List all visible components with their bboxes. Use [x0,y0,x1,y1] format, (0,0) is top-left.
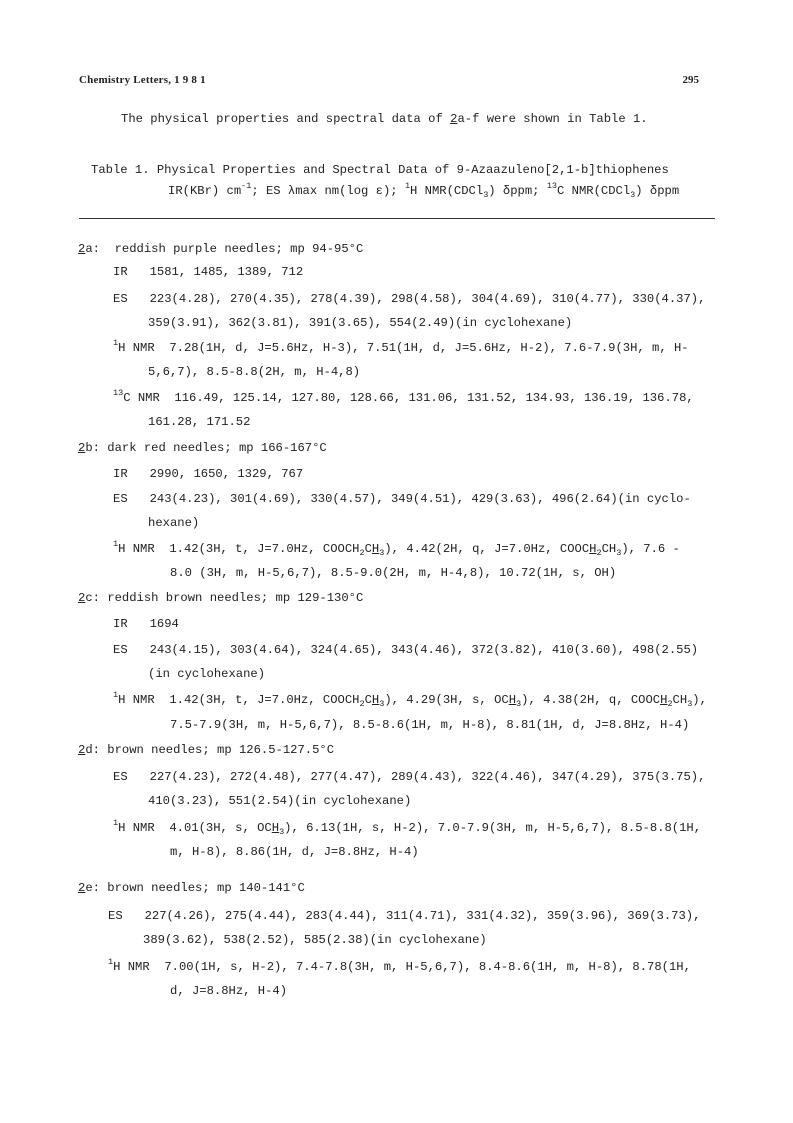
es-values: 223(4.28), 270(4.35), 278(4.39), 298(4.58), 304(4.69), 310(4.77), 330(4.37), [149,292,706,306]
compound-number: 2 [78,591,86,605]
caption-es: ; ES λmax nm(log ε); [251,184,405,198]
ir-values: 1694 [149,617,179,631]
hnmr-values: 7.28(1H, d, J=5.6Hz, H-3), 7.51(1H, d, J=5.6Hz, H-2), 7.6-7.9(3H, m, H- [169,341,689,355]
caption-delta: ) δppm; [488,184,547,198]
isotope-sup: 1 [113,539,119,549]
hnmr-values: 1.42(3H, t, J=7.0Hz, COOCH [169,542,360,556]
subscript: 3 [379,699,385,709]
hnmr-values: C [364,693,372,707]
caption-ir: IR(KBr) cm [168,184,242,198]
es-label: ES [113,770,128,784]
underlined-h: H [660,693,668,707]
es-values: 227(4.23), 272(4.48), 277(4.47), 289(4.43), 322(4.46), 347(4.29), 375(3.75), [149,770,706,784]
entry-2c-hnmr2: 7.5-7.9(3H, m, H-5,6,7), 8.5-8.6(1H, m, H-8), 8.81(1H, d, J=8.8Hz, H-4) [170,718,690,732]
compound-ref: 2 [450,112,458,126]
entry-2a-hnmr1 [113,338,689,355]
entry-2e-hnmr1 [108,957,691,974]
compound-description: dark red needles; mp 166-167°C [107,441,327,455]
isotope-sup: 1 [113,338,119,348]
compound-description: brown needles; mp 126.5-127.5°C [107,743,335,757]
subscript: 2 [596,548,602,558]
caption-cnmr: C NMR(CDCl [557,184,631,198]
hnmr-values: ), 6.13(1H, s, H-2), 7.0-7.9(3H, m, H-5,6,7), 8.5-8.8(1H, [284,821,702,835]
isotope-sup: 13 [113,388,124,398]
table-caption-line1: Table 1. Physical Properties and Spectral Data of 9-Azaazuleno[2,1-b]thiophenes [91,163,669,177]
isotope-sup: 1 [108,957,114,967]
entry-2d-es1 [113,770,705,784]
entry-2c-hnmr1 [113,690,707,709]
entry-2b-es1 [113,492,691,506]
compound-number: 2 [78,743,86,757]
es-label: ES [113,292,128,306]
entry-2c-ir [113,617,179,631]
underlined-h: H [589,542,597,556]
es-label: ES [108,909,123,923]
entry-2e-hnmr2: d, J=8.8Hz, H-4) [170,984,288,998]
compound-letter: b: [85,441,100,455]
hnmr-values: ), 4.38(2H, q, COOC [521,693,661,707]
entry-2a-ir [113,265,303,279]
table-rule [79,218,715,219]
entry-2e-es1 [108,909,700,923]
hnmr-label: H NMR [113,960,150,974]
isotope-sup: 1 [113,690,119,700]
caption-sup: 13 [546,181,558,191]
entry-2a-es1 [113,292,705,306]
es-values: 243(4.23), 301(4.69), 330(4.57), 349(4.51), 429(3.63), 496(2.64)(in cyclo- [149,492,691,506]
hnmr-label: H NMR [118,693,155,707]
compound-letter: d: [85,743,100,757]
entry-2b-heading [78,441,327,455]
entry-2d-es2: 410(3.23), 551(2.54)(in cyclohexane) [148,794,412,808]
entry-2b-hnmr1 [113,539,680,558]
entry-2b-hnmr2: 8.0 (3H, m, H-5,6,7), 8.5-9.0(2H, m, H-4,8), 10.72(1H, s, OH) [170,566,617,580]
caption-sub: 3 [630,190,636,200]
ir-label: IR [113,265,128,279]
cnmr-values: 116.49, 125.14, 127.80, 128.66, 131.06, 131.52, 134.93, 136.19, 136.78, [174,391,694,405]
subscript: 3 [516,699,522,709]
intro-text-post: a-f were shown in Table 1. [457,112,648,126]
entry-2d-hnmr1 [113,818,702,837]
entry-2d-heading [78,743,334,757]
ir-label: IR [113,467,128,481]
compound-number: 2 [78,242,86,256]
subscript: 2 [359,699,365,709]
hnmr-label: H NMR [118,821,155,835]
es-label: ES [113,492,128,506]
es-values: 227(4.26), 275(4.44), 283(4.44), 311(4.71), 331(4.32), 359(3.96), 369(3.73), [144,909,701,923]
entry-2a-heading [78,242,363,256]
es-label: ES [113,643,128,657]
journal-header: Chemistry Letters, 1 9 8 1 [79,74,206,86]
underlined-h: H [271,821,280,835]
ir-values: 1581, 1485, 1389, 712 [149,265,304,279]
subscript: 3 [279,827,285,837]
entry-2e-es2: 389(3.62), 538(2.52), 585(2.38)(in cyclohexane) [143,933,487,947]
hnmr-values: 1.42(3H, t, J=7.0Hz, COOCH [169,693,360,707]
underlined-h: H [371,542,380,556]
subscript: 3 [379,548,385,558]
entry-2c-es2: (in cyclohexane) [148,667,266,681]
subscript: 2 [667,699,673,709]
entry-2a-cnmr1 [113,388,694,405]
table-caption-line2 [168,181,680,200]
intro-sentence [121,112,648,126]
compound-letter: c: [85,591,100,605]
ir-values: 2990, 1650, 1329, 767 [149,467,304,481]
compound-description: brown needles; mp 140-141°C [107,881,305,895]
compound-number: 2 [78,881,86,895]
hnmr-values: 4.01(3H, s, OC [169,821,272,835]
compound-description: reddish brown needles; mp 129-130°C [107,591,364,605]
subscript: 3 [687,699,693,709]
hnmr-values: ), 7.6 - [621,542,680,556]
intro-text-pre: The physical properties and spectral data of [121,112,451,126]
entry-2d-hnmr2: m, H-8), 8.86(1H, d, J=8.8Hz, H-4) [170,845,419,859]
hnmr-values: 7.00(1H, s, H-2), 7.4-7.8(3H, m, H-5,6,7), 8.4-8.6(1H, m, H-8), 8.78(1H, [164,960,691,974]
entry-2a-cnmr2: 161.28, 171.52 [148,415,251,429]
entry-2b-es2: hexane) [148,516,200,530]
page-number: 295 [682,74,699,86]
entry-2c-es1 [113,643,698,657]
entry-2a-es2: 359(3.91), 362(3.81), 391(3.65), 554(2.49)(in cyclohexane) [148,316,573,330]
caption-sup: -1 [241,181,252,191]
hnmr-values: CH [672,693,688,707]
hnmr-values: ), 4.42(2H, q, J=7.0Hz, COOC [384,542,590,556]
hnmr-values: CH [601,542,617,556]
hnmr-label: H NMR [118,542,155,556]
subscript: 2 [359,548,365,558]
underlined-h: H [371,693,380,707]
compound-description: reddish purple needles; mp 94-95°C [114,242,364,256]
entry-2b-ir [113,467,303,481]
hnmr-values: ), 4.29(3H, s, OC [384,693,509,707]
caption-sup: 1 [404,181,411,191]
entry-2e-heading [78,881,305,895]
caption-delta: ) δppm [635,184,680,198]
subscript: 3 [616,548,622,558]
compound-letter: e: [85,881,100,895]
cnmr-label: C NMR [123,391,160,405]
underlined-h: H [508,693,517,707]
caption-sub: 3 [483,190,489,200]
hnmr-values: ), [692,693,707,707]
caption-hnmr: H NMR(CDCl [410,184,484,198]
entry-2c-heading [78,591,363,605]
entry-2a-hnmr2: 5,6,7), 8.5-8.8(2H, m, H-4,8) [148,365,361,379]
hnmr-values: C [364,542,372,556]
hnmr-label: H NMR [118,341,155,355]
es-values: 243(4.15), 303(4.64), 324(4.65), 343(4.46), 372(3.82), 410(3.60), 498(2.55) [149,643,699,657]
compound-letter: a: [85,242,100,256]
isotope-sup: 1 [113,818,119,828]
compound-number: 2 [78,441,86,455]
ir-label: IR [113,617,128,631]
